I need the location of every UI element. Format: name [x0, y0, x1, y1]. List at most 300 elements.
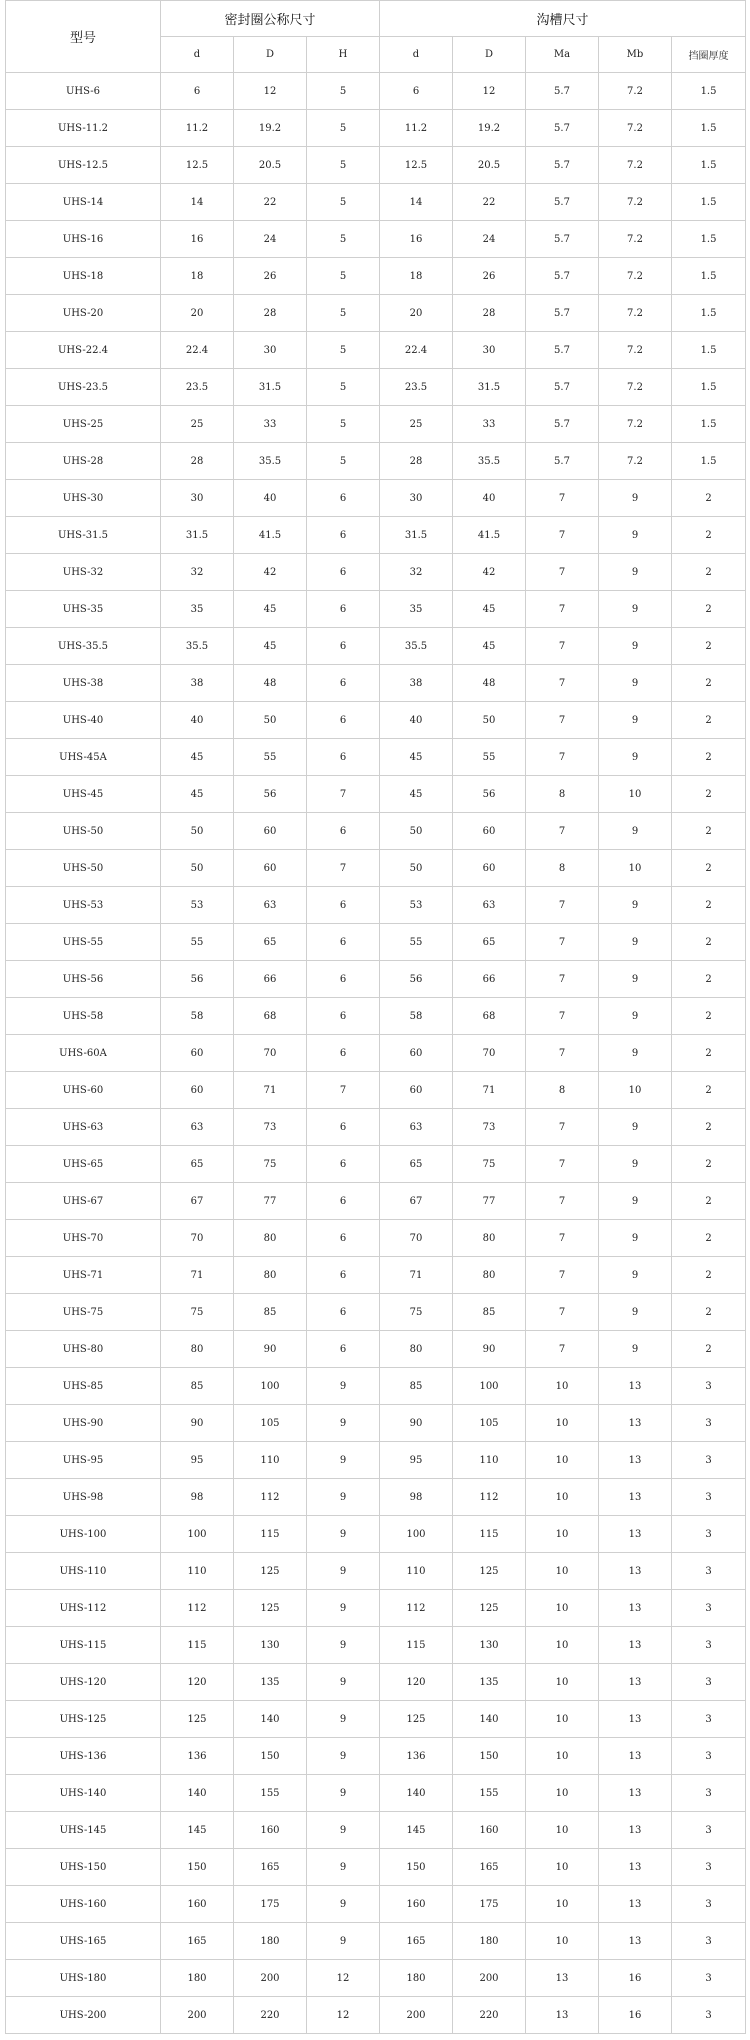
cell-seal-d: 63: [161, 1109, 234, 1146]
cell-seal-d: 136: [161, 1738, 234, 1775]
cell-model: UHS-85: [6, 1368, 161, 1405]
cell-seal-D: 150: [234, 1738, 307, 1775]
cell-seal-d: 90: [161, 1405, 234, 1442]
cell-model: UHS-55: [6, 924, 161, 961]
cell-groove-Ma: 7: [526, 961, 599, 998]
cell-groove-Mb: 9: [599, 1220, 672, 1257]
cell-groove-d: 25: [380, 406, 453, 443]
cell-groove-Mb: 13: [599, 1923, 672, 1960]
cell-groove-d: 12.5: [380, 147, 453, 184]
cell-groove-d: 67: [380, 1183, 453, 1220]
cell-model: UHS-65: [6, 1146, 161, 1183]
cell-groove-d: 22.4: [380, 332, 453, 369]
cell-groove-Mb: 9: [599, 702, 672, 739]
cell-retainer-thickness: 1.5: [672, 110, 746, 147]
cell-retainer-thickness: 2: [672, 628, 746, 665]
cell-model: UHS-30: [6, 480, 161, 517]
cell-model: UHS-70: [6, 1220, 161, 1257]
cell-groove-Ma: 7: [526, 517, 599, 554]
cell-retainer-thickness: 3: [672, 1701, 746, 1738]
cell-seal-H: 6: [307, 702, 380, 739]
cell-seal-H: 6: [307, 665, 380, 702]
table-row: [6, 1923, 746, 1960]
cell-groove-D: 165: [453, 1849, 526, 1886]
cell-seal-D: 60: [234, 813, 307, 850]
cell-seal-H: 5: [307, 295, 380, 332]
cell-seal-d: 71: [161, 1257, 234, 1294]
cell-model: UHS-40: [6, 702, 161, 739]
cell-retainer-thickness: 2: [672, 776, 746, 813]
cell-model: UHS-35: [6, 591, 161, 628]
cell-groove-D: 70: [453, 1035, 526, 1072]
cell-model: UHS-14: [6, 184, 161, 221]
cell-groove-D: 90: [453, 1331, 526, 1368]
cell-seal-D: 175: [234, 1886, 307, 1923]
cell-seal-D: 20.5: [234, 147, 307, 184]
cell-groove-Ma: 10: [526, 1886, 599, 1923]
cell-groove-d: 136: [380, 1738, 453, 1775]
header-groove-size: 沟槽尺寸: [380, 1, 746, 37]
cell-groove-Ma: 7: [526, 1257, 599, 1294]
cell-model: UHS-53: [6, 887, 161, 924]
cell-groove-Mb: 13: [599, 1775, 672, 1812]
cell-groove-Mb: 13: [599, 1627, 672, 1664]
cell-groove-Ma: 5.7: [526, 258, 599, 295]
cell-seal-d: 110: [161, 1553, 234, 1590]
header-groove-Ma: Ma: [526, 37, 599, 73]
cell-seal-D: 125: [234, 1590, 307, 1627]
table-row: [6, 1072, 746, 1109]
cell-seal-d: 145: [161, 1812, 234, 1849]
cell-retainer-thickness: 3: [672, 1849, 746, 1886]
table-row: [6, 1146, 746, 1183]
cell-groove-Mb: 13: [599, 1701, 672, 1738]
cell-groove-D: 12: [453, 73, 526, 110]
cell-groove-d: 30: [380, 480, 453, 517]
cell-seal-d: 16: [161, 221, 234, 258]
table-row: [6, 998, 746, 1035]
cell-seal-H: 12: [307, 1997, 380, 2034]
cell-groove-D: 63: [453, 887, 526, 924]
cell-groove-Mb: 13: [599, 1664, 672, 1701]
cell-model: UHS-67: [6, 1183, 161, 1220]
cell-seal-H: 7: [307, 776, 380, 813]
cell-groove-Ma: 7: [526, 1035, 599, 1072]
cell-groove-Ma: 7: [526, 1146, 599, 1183]
cell-seal-H: 6: [307, 480, 380, 517]
cell-groove-D: 175: [453, 1886, 526, 1923]
cell-seal-H: 6: [307, 554, 380, 591]
cell-groove-Ma: 7: [526, 1109, 599, 1146]
cell-groove-D: 50: [453, 702, 526, 739]
cell-retainer-thickness: 3: [672, 1775, 746, 1812]
cell-seal-H: 5: [307, 406, 380, 443]
cell-seal-D: 12: [234, 73, 307, 110]
cell-seal-d: 30: [161, 480, 234, 517]
cell-seal-H: 6: [307, 1035, 380, 1072]
table-row: [6, 1368, 746, 1405]
cell-groove-D: 135: [453, 1664, 526, 1701]
cell-groove-Ma: 7: [526, 813, 599, 850]
cell-retainer-thickness: 2: [672, 1146, 746, 1183]
table-row: [6, 1553, 746, 1590]
cell-groove-d: 125: [380, 1701, 453, 1738]
cell-retainer-thickness: 3: [672, 1368, 746, 1405]
cell-groove-d: 150: [380, 1849, 453, 1886]
cell-groove-Ma: 5.7: [526, 184, 599, 221]
cell-seal-H: 6: [307, 591, 380, 628]
table-row: [6, 702, 746, 739]
cell-groove-Ma: 5.7: [526, 221, 599, 258]
cell-seal-H: 5: [307, 443, 380, 480]
cell-groove-d: 50: [380, 850, 453, 887]
cell-groove-d: 45: [380, 739, 453, 776]
cell-groove-d: 98: [380, 1479, 453, 1516]
cell-seal-d: 28: [161, 443, 234, 480]
cell-model: UHS-60: [6, 1072, 161, 1109]
cell-retainer-thickness: 2: [672, 1220, 746, 1257]
cell-groove-Ma: 7: [526, 739, 599, 776]
cell-groove-Ma: 8: [526, 1072, 599, 1109]
cell-seal-d: 85: [161, 1368, 234, 1405]
table-row: [6, 1405, 746, 1442]
cell-retainer-thickness: 3: [672, 1738, 746, 1775]
table-row: [6, 332, 746, 369]
cell-seal-H: 6: [307, 1183, 380, 1220]
cell-groove-Mb: 9: [599, 1035, 672, 1072]
cell-retainer-thickness: 1.5: [672, 73, 746, 110]
cell-groove-Ma: 7: [526, 480, 599, 517]
cell-groove-Mb: 9: [599, 480, 672, 517]
cell-seal-d: 125: [161, 1701, 234, 1738]
cell-groove-Mb: 10: [599, 850, 672, 887]
cell-groove-Mb: 13: [599, 1590, 672, 1627]
cell-retainer-thickness: 3: [672, 1553, 746, 1590]
cell-groove-Ma: 10: [526, 1479, 599, 1516]
cell-retainer-thickness: 2: [672, 480, 746, 517]
cell-seal-d: 31.5: [161, 517, 234, 554]
table-row: [6, 295, 746, 332]
cell-seal-d: 55: [161, 924, 234, 961]
cell-seal-D: 115: [234, 1516, 307, 1553]
header-groove-d: d: [380, 37, 453, 73]
cell-seal-d: 32: [161, 554, 234, 591]
cell-groove-d: 55: [380, 924, 453, 961]
cell-retainer-thickness: 3: [672, 1405, 746, 1442]
cell-seal-d: 25: [161, 406, 234, 443]
cell-groove-Ma: 13: [526, 1960, 599, 1997]
cell-model: UHS-95: [6, 1442, 161, 1479]
cell-groove-Mb: 7.2: [599, 369, 672, 406]
cell-seal-d: 120: [161, 1664, 234, 1701]
cell-groove-Mb: 9: [599, 998, 672, 1035]
cell-seal-H: 5: [307, 221, 380, 258]
cell-seal-D: 70: [234, 1035, 307, 1072]
cell-seal-D: 160: [234, 1812, 307, 1849]
table-row: [6, 443, 746, 480]
cell-groove-D: 19.2: [453, 110, 526, 147]
cell-groove-Mb: 9: [599, 628, 672, 665]
cell-groove-Ma: 7: [526, 998, 599, 1035]
cell-retainer-thickness: 1.5: [672, 221, 746, 258]
cell-retainer-thickness: 2: [672, 1294, 746, 1331]
cell-groove-Mb: 10: [599, 1072, 672, 1109]
cell-groove-D: 125: [453, 1590, 526, 1627]
table-row: [6, 1627, 746, 1664]
cell-groove-Ma: 7: [526, 924, 599, 961]
cell-seal-D: 19.2: [234, 110, 307, 147]
cell-seal-d: 53: [161, 887, 234, 924]
cell-groove-Ma: 10: [526, 1590, 599, 1627]
cell-seal-D: 60: [234, 850, 307, 887]
table-row: [6, 850, 746, 887]
header-seal-D: D: [234, 37, 307, 73]
cell-retainer-thickness: 3: [672, 1442, 746, 1479]
cell-seal-H: 5: [307, 184, 380, 221]
cell-groove-Ma: 5.7: [526, 295, 599, 332]
cell-seal-H: 9: [307, 1775, 380, 1812]
cell-seal-d: 14: [161, 184, 234, 221]
cell-seal-D: 220: [234, 1997, 307, 2034]
cell-groove-Mb: 9: [599, 813, 672, 850]
table-row: [6, 147, 746, 184]
table-body: [6, 73, 746, 2034]
cell-retainer-thickness: 3: [672, 1664, 746, 1701]
cell-seal-H: 9: [307, 1590, 380, 1627]
cell-seal-d: 100: [161, 1516, 234, 1553]
cell-model: UHS-60A: [6, 1035, 161, 1072]
cell-seal-D: 42: [234, 554, 307, 591]
cell-model: UHS-23.5: [6, 369, 161, 406]
cell-seal-H: 5: [307, 73, 380, 110]
table-row: [6, 1849, 746, 1886]
cell-groove-Mb: 13: [599, 1553, 672, 1590]
cell-seal-D: 50: [234, 702, 307, 739]
cell-seal-D: 135: [234, 1664, 307, 1701]
cell-model: UHS-28: [6, 443, 161, 480]
cell-seal-D: 73: [234, 1109, 307, 1146]
cell-groove-D: 80: [453, 1220, 526, 1257]
cell-model: UHS-12.5: [6, 147, 161, 184]
cell-groove-d: 58: [380, 998, 453, 1035]
cell-retainer-thickness: 1.5: [672, 184, 746, 221]
cell-groove-D: 30: [453, 332, 526, 369]
cell-groove-D: 180: [453, 1923, 526, 1960]
cell-seal-H: 6: [307, 813, 380, 850]
cell-seal-H: 6: [307, 887, 380, 924]
cell-seal-H: 9: [307, 1627, 380, 1664]
cell-groove-D: 31.5: [453, 369, 526, 406]
table-row: [6, 1220, 746, 1257]
cell-seal-H: 7: [307, 850, 380, 887]
cell-retainer-thickness: 2: [672, 813, 746, 850]
cell-groove-Ma: 10: [526, 1627, 599, 1664]
cell-seal-d: 45: [161, 776, 234, 813]
cell-model: UHS-16: [6, 221, 161, 258]
cell-groove-d: 165: [380, 1923, 453, 1960]
cell-groove-d: 90: [380, 1405, 453, 1442]
cell-groove-Mb: 9: [599, 924, 672, 961]
cell-groove-Ma: 10: [526, 1516, 599, 1553]
cell-seal-d: 38: [161, 665, 234, 702]
cell-model: UHS-6: [6, 73, 161, 110]
cell-seal-D: 22: [234, 184, 307, 221]
header-seal-nominal-size: 密封圈公称尺寸: [161, 1, 380, 37]
cell-seal-d: 11.2: [161, 110, 234, 147]
cell-groove-Ma: 8: [526, 776, 599, 813]
cell-seal-d: 200: [161, 1997, 234, 2034]
cell-seal-H: 9: [307, 1405, 380, 1442]
cell-model: UHS-90: [6, 1405, 161, 1442]
cell-groove-Mb: 16: [599, 1960, 672, 1997]
cell-groove-d: 18: [380, 258, 453, 295]
cell-model: UHS-110: [6, 1553, 161, 1590]
cell-groove-Mb: 9: [599, 1294, 672, 1331]
table-row: [6, 480, 746, 517]
cell-groove-d: 180: [380, 1960, 453, 1997]
cell-groove-Mb: 9: [599, 1183, 672, 1220]
cell-groove-D: 55: [453, 739, 526, 776]
cell-groove-Ma: 7: [526, 1220, 599, 1257]
cell-retainer-thickness: 1.5: [672, 369, 746, 406]
cell-retainer-thickness: 2: [672, 517, 746, 554]
table-row: [6, 1738, 746, 1775]
cell-retainer-thickness: 2: [672, 591, 746, 628]
cell-groove-d: 14: [380, 184, 453, 221]
cell-seal-d: 140: [161, 1775, 234, 1812]
cell-groove-Ma: 7: [526, 591, 599, 628]
cell-retainer-thickness: 2: [672, 850, 746, 887]
cell-groove-d: 45: [380, 776, 453, 813]
cell-model: UHS-75: [6, 1294, 161, 1331]
cell-seal-d: 60: [161, 1072, 234, 1109]
cell-seal-d: 115: [161, 1627, 234, 1664]
table-row: [6, 961, 746, 998]
cell-seal-d: 50: [161, 850, 234, 887]
cell-groove-Ma: 7: [526, 1331, 599, 1368]
cell-groove-D: 130: [453, 1627, 526, 1664]
cell-model: UHS-11.2: [6, 110, 161, 147]
table-row: [6, 554, 746, 591]
cell-groove-D: 33: [453, 406, 526, 443]
cell-groove-Mb: 9: [599, 1109, 672, 1146]
cell-groove-d: 60: [380, 1035, 453, 1072]
cell-seal-d: 35: [161, 591, 234, 628]
cell-groove-Mb: 9: [599, 1331, 672, 1368]
cell-groove-Ma: 5.7: [526, 406, 599, 443]
cell-groove-D: 20.5: [453, 147, 526, 184]
table-row: [6, 73, 746, 110]
cell-seal-D: 24: [234, 221, 307, 258]
cell-groove-d: 53: [380, 887, 453, 924]
cell-model: UHS-58: [6, 998, 161, 1035]
cell-seal-H: 5: [307, 332, 380, 369]
table-row: [6, 1183, 746, 1220]
cell-seal-H: 6: [307, 961, 380, 998]
table-row: [6, 221, 746, 258]
table-row: [6, 110, 746, 147]
cell-retainer-thickness: 2: [672, 1035, 746, 1072]
cell-groove-d: 63: [380, 1109, 453, 1146]
cell-groove-d: 60: [380, 1072, 453, 1109]
table-row: [6, 776, 746, 813]
cell-model: UHS-125: [6, 1701, 161, 1738]
cell-groove-D: 45: [453, 591, 526, 628]
table-row: [6, 1294, 746, 1331]
cell-seal-D: 75: [234, 1146, 307, 1183]
table-row: [6, 813, 746, 850]
cell-groove-d: 32: [380, 554, 453, 591]
cell-groove-d: 145: [380, 1812, 453, 1849]
cell-seal-d: 18: [161, 258, 234, 295]
cell-retainer-thickness: 2: [672, 887, 746, 924]
cell-groove-Mb: 13: [599, 1738, 672, 1775]
cell-seal-H: 6: [307, 517, 380, 554]
cell-groove-Ma: 7: [526, 554, 599, 591]
cell-seal-H: 6: [307, 1294, 380, 1331]
cell-seal-H: 9: [307, 1701, 380, 1738]
cell-groove-D: 71: [453, 1072, 526, 1109]
cell-groove-Ma: 10: [526, 1701, 599, 1738]
cell-model: UHS-140: [6, 1775, 161, 1812]
table-row: [6, 739, 746, 776]
cell-seal-d: 35.5: [161, 628, 234, 665]
table-row: [6, 1035, 746, 1072]
cell-model: UHS-150: [6, 1849, 161, 1886]
cell-groove-Mb: 7.2: [599, 443, 672, 480]
cell-groove-Mb: 13: [599, 1405, 672, 1442]
cell-groove-D: 160: [453, 1812, 526, 1849]
cell-seal-D: 77: [234, 1183, 307, 1220]
cell-retainer-thickness: 3: [672, 1960, 746, 1997]
table-row: [6, 1997, 746, 2034]
cell-seal-D: 26: [234, 258, 307, 295]
cell-groove-d: 85: [380, 1368, 453, 1405]
cell-retainer-thickness: 3: [672, 1590, 746, 1627]
cell-groove-Ma: 10: [526, 1849, 599, 1886]
cell-groove-D: 60: [453, 850, 526, 887]
cell-groove-Mb: 7.2: [599, 332, 672, 369]
cell-seal-H: 12: [307, 1960, 380, 1997]
cell-seal-H: 9: [307, 1664, 380, 1701]
cell-seal-D: 55: [234, 739, 307, 776]
cell-seal-D: 41.5: [234, 517, 307, 554]
cell-seal-d: 40: [161, 702, 234, 739]
table-row: [6, 1442, 746, 1479]
cell-seal-D: 28: [234, 295, 307, 332]
cell-retainer-thickness: 3: [672, 1812, 746, 1849]
cell-groove-Ma: 7: [526, 665, 599, 702]
cell-groove-d: 160: [380, 1886, 453, 1923]
cell-groove-Ma: 10: [526, 1738, 599, 1775]
cell-groove-Ma: 10: [526, 1442, 599, 1479]
cell-groove-Ma: 5.7: [526, 443, 599, 480]
cell-seal-D: 180: [234, 1923, 307, 1960]
cell-groove-d: 200: [380, 1997, 453, 2034]
cell-groove-Ma: 10: [526, 1664, 599, 1701]
cell-seal-d: 12.5: [161, 147, 234, 184]
cell-seal-H: 9: [307, 1738, 380, 1775]
cell-groove-D: 22: [453, 184, 526, 221]
cell-groove-d: 140: [380, 1775, 453, 1812]
cell-model: UHS-35.5: [6, 628, 161, 665]
cell-groove-D: 155: [453, 1775, 526, 1812]
cell-seal-D: 165: [234, 1849, 307, 1886]
cell-retainer-thickness: 2: [672, 554, 746, 591]
cell-groove-d: 6: [380, 73, 453, 110]
cell-retainer-thickness: 1.5: [672, 332, 746, 369]
cell-seal-d: 150: [161, 1849, 234, 1886]
